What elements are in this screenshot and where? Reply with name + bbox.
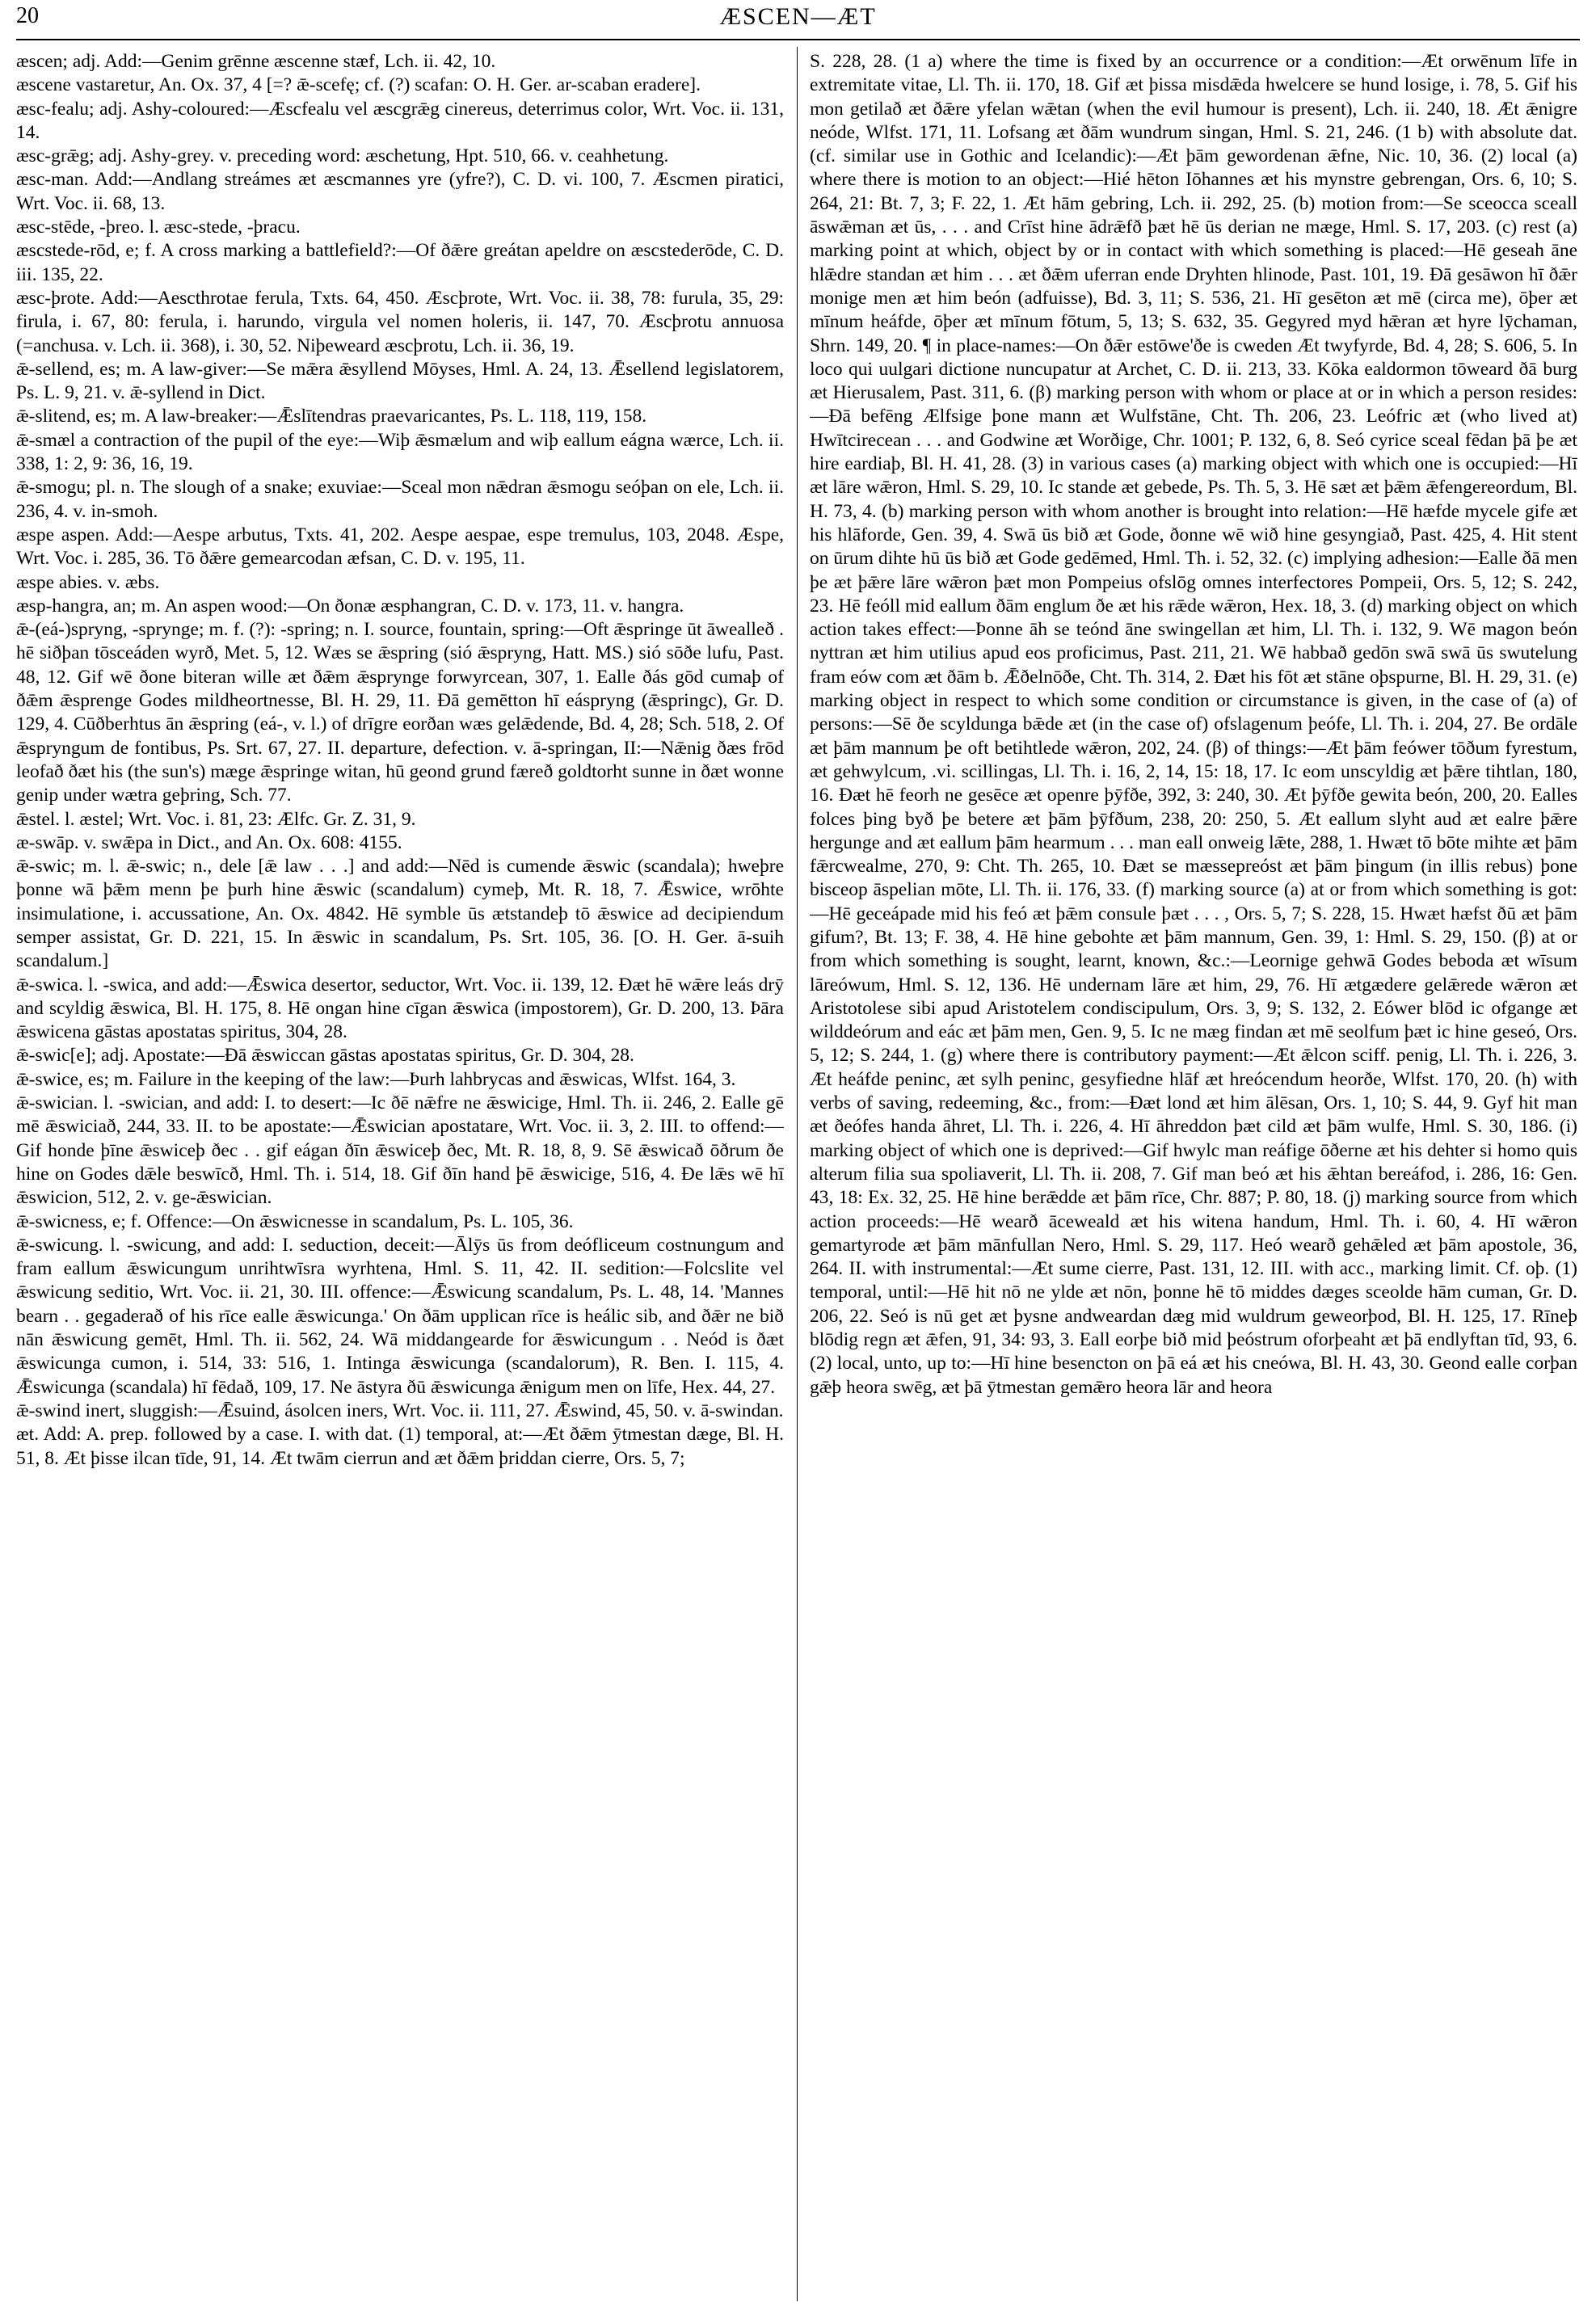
running-head: ÆSCEN—ÆT	[719, 3, 877, 30]
right-column	[810, 50, 1577, 2305]
dictionary-entry: ǣ-swind inert, sluggish:—Ǣsuind, ásolcen iners, Wrt. Voc. ii. 111, 27. Ǣswind, 45, 50. v. ā-swindan.	[16, 1400, 784, 1421]
dictionary-entry: ǣstel. l. æstel; Wrt. Voc. i. 81, 23: Ælfc. Gr. Z. 31, 9.	[16, 808, 416, 830]
dictionary-entry: æspe aspen. Add:—Aespe arbutus, Txts. 41, 202. Aespe aespae, espe tremulus, 103, 2048. Æspe, Wrt. Voc. i. 285, 36. Tō ðǣre gemearcodan æfsan, C. D. v. 195, 11.	[16, 524, 784, 570]
dictionary-page	[16, 0, 1580, 2311]
dictionary-entry: æsc-grǣg; adj. Ashy-grey. v. preceding word: æschetung, Hpt. 510, 66. v. ceahhetung.	[16, 145, 669, 167]
dictionary-entry: æscstede-rōd, e; f. A cross marking a battlefield?:—Of ðǣre greátan apeldre on æscstederōde, C. D. iii. 135, 22.	[16, 240, 784, 285]
dictionary-entry: æscene vastaretur, An. Ox. 37, 4 [=? ǣ-scefę; cf. (?) scafan: O. H. Ger. ar-scaban eradere].	[16, 74, 701, 96]
dictionary-entry: ǣ-swice, es; m. Failure in the keeping of the law:—Þurh lahbrycas and ǣswicas, Wlfst. 164, 3.	[16, 1068, 736, 1090]
dictionary-entry: ǣ-slitend, es; m. A law-breaker:—Ǣslītendras praevaricantes, Ps. L. 118, 119, 158.	[16, 406, 647, 427]
dictionary-entry: æsc-man. Add:—Andlang streámes æt æscmannes yre (yfre?), C. D. vi. 100, 7. Æscmen piratici, Wrt. Voc. ii. 68, 13.	[16, 169, 784, 214]
dictionary-entry: ǣ-sellend, es; m. A law-giver:—Se mǣra ǣsyllend Mōyses, Hml. A. 24, 13. Ǣsellend legislatorem, Ps. L. 9, 21. v. ǣ-syllend in Dict.	[16, 358, 784, 404]
column-divider	[797, 47, 798, 2301]
header-rule	[16, 39, 1580, 40]
left-column	[16, 50, 784, 2305]
dictionary-entry: æsc-fealu; adj. Ashy-coloured:—Æscfealu vel æscgrǣg cinereus, deterrimus color, Wrt. Voc. ii. 131, 14.	[16, 98, 784, 143]
page-header	[16, 0, 1580, 40]
dictionary-entry: ǣ-swic; m. l. ǣ-swic; n., dele [ǣ law . . .] and add:—Nēd is cumende ǣswic (scandala); hweþre þonne wā þǣm menn þe þurh hine ǣswic (scandalum) cymeþ, Mt. R. 18, 7. Ǣswice, wrōhte insimulatione, i. accussatione, An. Ox. 4842. Hē symble ūs ætstandeþ tō ǣswice ad decipiendum semper assistat, Gr. D. 221, 15. In ǣswic in scandalum, Ps. Srt. 105, 36. [O. H. Ger. ā-suih scandalum.]	[16, 856, 784, 972]
dictionary-entry: æsc-stēde, -þreo. l. æsc-stede, -þracu.	[16, 217, 301, 238]
dictionary-entry: ǣ-smogu; pl. n. The slough of a snake; exuviae:—Sceal mon nǣdran ǣsmogu seóþan on ele, Lch. ii. 236, 4. v. in-smoh.	[16, 477, 784, 522]
dictionary-entry: ǣ-swic[e]; adj. Apostate:—Ðā ǣswiccan gāstas apostatas spiritus, Gr. D. 304, 28.	[16, 1045, 634, 1067]
dictionary-entry: æsc-þrote. Add:—Aescthrotae ferula, Txts. 64, 450. Æscþrote, Wrt. Voc. ii. 38, 78: furula, 35, 29: firula, i. 67, 80: ferula, i. harundo, virgula vel nomen holeris, ii. 147, 70. Æscþrotu annuosa (=anchusa. v. Lch. ii. 368), i. 30, 52. Niþeweard æscþrotu, Lch. ii. 36, 19.	[16, 287, 784, 356]
dictionary-entry: ǣ-swica. l. -swica, and add:—Ǣswica desertor, seductor, Wrt. Voc. ii. 139, 12. Ðæt hē wǣre leás drȳ and scyldig ǣswica, Bl. H. 175, 8. Hē ongan hine cīgan ǣswica (impostorem), Gr. D. 200, 13. Þāra ǣswicena gāstas apostatas spiritus, 304, 28.	[16, 974, 784, 1043]
dictionary-entry: ǣ-swicung. l. -swicung, and add: I. seduction, deceit:—Ālȳs ūs from deófliceum costnungum and fram eallum ǣswicungum unrihtwīsra wyrhtena, Hml. S. 11, 42. II. sedition:—Folcslite vel ǣswicung seditio, Wrt. Voc. ii. 21, 30. III. offence:—Ǣswicung scandalum, Ps. L. 48, 14. 'Mannes bearn . . gegaderað of his rīce ealle ǣswicunga.' On ðām upplican rīce is heálic sib, and ðǣr ne bið nān ǣswicung gemēt, Hml. Th. ii. 562, 24. Wā middangearde for ǣswicungum . . Neód is ðæt ǣswicunga cumon, i. 514, 33: 516, 1. Intinga ǣswicunga (scandalorum), R. Ben. I. 115, 4. Ǣswicunga (scandala) hī fēdað, 109, 17. Ne āstyra ðū ǣswicunga ǣnigum men on līfe, Hex. 44, 27.	[16, 1234, 784, 1398]
dictionary-entry: æt. Add: A. prep. followed by a case. I. with dat. (1) temporal, at:—Æt ðǣm ȳtmestan dæge, Bl. H. 51, 8. Æt þisse ilcan tīde, 91, 14. Æt twām cierrun and æt ðǣm þriddan cierre, Ors. 5, 7;	[16, 1424, 784, 1469]
dictionary-entry: æsp-hangra, an; m. An aspen wood:—On ðonæ æsphangran, C. D. v. 173, 11. v. hangra.	[16, 595, 684, 617]
dictionary-entry: S. 228, 28. (1 a) where the time is fixed by an occurrence or a condition:—Æt orwēnum līfe in extremitate vitae, Ll. Th. ii. 170, 18. Gif æt þissa misdǣda hwelcere se hund losige, i. 78, 5. Gif his mon getilað æt ðǣre yfelan wǣtan (when the evil humour is present), Lch. ii. 240, 18. Æt ǣnigre neóde, Wlfst. 171, 11. Lofsang æt ðām wundrum singan, Hml. S. 21, 246. (1 b) with absolute dat. (cf. similar use in Gothic and Icelandic):—Æt þām gewordenan ǣfne, Nic. 10, 36. (2) local (a) where there is motion to an object:—Hié hēton Iōhannes æt his mynstre gebrengan, Ors. 6, 10; S. 264, 21: Bt. 7, 3; F. 22, 1. Æt hām gebring, Lch. ii. 292, 25. (b) motion from:—Se sceocca sceall āswǣman æt ūs, . . . and Crīst hine ādrǣfð þæt hē ūs derian ne mæge, Hml. S. 17, 203. (c) rest (a) marking point at which, object by or in contact with which something is placed:—Hē geseah āne hlǣdre standan æt him . . . æt ðǣm uferran ende Dryhten hlinode, Past. 101, 19. Ðā gesāwon hī ðǣr monige men æt him beón (adfuisse), Bd. 3, 11; S. 536, 21. Hī gesēton æt mē (circa me), ōþer æt mīnum heáfde, ōþer æt mīnum fōtum, 5, 13; S. 632, 35. Gegyred myd hǣran æt hyre lȳchaman, Shrn. 149, 20. ¶ in place-names:—On ðǣr estōwe'ðe is cweden Æt twyfyrde, Bd. 4, 28; S. 606, 5. In loco qui uulgari dictione nuncupatur at Archet, C. D. ii. 213, 33. Kōka ealdormon tōweard ðā burg æt Hierusalem, Past. 311, 6. (β) marking person with whom or place at or in which a person resides:—Ðā befēng Ælfsige þone mann æt Wulfstāne, Cht. Th. 206, 23. Leófric æt (who lived at) Hwītcirecean . . . and Godwine æt Worðige, Chr. 1001; P. 132, 6, 8. Seó cyrice sceal fēdan þā þe æt hire eardiaþ, Bl. H. 41, 28. (3) in various cases (a) marking object with which one is occupied:—Hī æt lāre wǣron, Hml. S. 29, 10. Ic stande æt gebede, Ps. Th. 5, 3. Hē sæt æt þǣm ǣfengereordum, Bl. H. 73, 4. (b) marking person with whom another is brought into relation:—Hē hæfde mycele gife æt his hlāforde, Gen. 39, 4. Swā ūs bið æt Gode, ðonne wē wið hine gesyngiað, Past. 425, 4. Hit stent on ūrum dihte hū ūs bið æt Gode gedēmed, Hml. Th. i. 52, 32. (c) implying adhesion:—Ealle ðā men þe æt þǣre lāre wǣron þæt mon Pompeius ofslōg omnes interfectores Pompeii, Ors. 5, 12; S. 242, 23. Hē feóll mid eallum ðām englum ðe æt his rǣde wǣron, Hex. 18, 3. (d) marking object on which action takes effect:—Þonne āh se teónd āne swingellan æt him, Ll. Th. i. 132, 9. Wē magon beón nyttran æt him utilius apud eos proficimus, Past. 211, 21. Wē habbað gedōn swā swā ūs swutelung fram eów com æt ðām b. Ǣðelnōðe, Cht. Th. 314, 2. Ðæt his fōt æt stāne oþspurne, Bl. H. 29, 31. (e) marking object in respect to which some condition or circumstance is given, in the case of (a) of persons:—Sē ðe scyldunga bǣde æt (in the case of) ofslagenum þeófe, Ll. Th. i. 204, 27. Be ordāle æt þām mannum þe oft betihtlede wǣron, 202, 24. (β) of things:—Æt þām feówer tōðum fyrestum, æt gehwylcum, .vi. scillingas, Ll. Th. i. 16, 2, 14, 15: 18, 17. Ic eom unscyldig æt þǣre tihtlan, 180, 16. Ðæt hē feorh ne gesēce æt openre þȳfðe, 392, 3: 240, 30. Æt þȳfðe gewita beón, 200, 20. Ealles folces þing byð þe betere æt þām þȳfðum, 238, 20: 250, 5. Æt eallum slyht aud æt ealre þǣre hergunge and æt eallum þām hearmum . . . man eall onweig lǣte, 288, 1. Hwæt tō bōte mihte æt þām fǣrcwealme, 270, 9: Cht. Th. 265, 10. Ðæt se mæssepreóst æt þām þingum (in illis rebus) þone bisceop āspelian mōte, Ll. Th. ii. 176, 33. (f) marking source (a) at or from which something is got:—Hē geceápade mid his feó æt þǣm consule þæt . . . , Ors. 5, 7; S. 228, 15. Hwæt hæfst ðū æt þām gifum?, Bt. 13; F. 38, 4. Hē hine gebohte æt þām mannum, Gen. 39, 1: Hml. S. 29, 150. (β) at or from which something is sought, learnt, known, &c.:—Leornige gehwā Godes beboda æt wīsum lāreówum, Hml. S. 12, 136. Hē undernam lāre æt him, 29, 76. Hī ætgædere gelǣrede wǣron æt Aristotolese sibi apud Aristotelem condiscipulum, Ors. 3, 9; S. 132, 2. Eówer blōd ic ofgange æt wilddeórum and eác æt þām men, Gen. 9, 5. Ic ne mæg findan æt mē seolfum þæt ic hine geseó, Ors. 5, 12; S. 244, 1. (g) where there is contributory payment:—Æt ǣlcon sciff. penig, Ll. Th. i. 226, 3. Æt heáfde peninc, æt sylh peninc, gesyfiedne hlāf æt hreócendum heorðe, Wlfst. 170, 20. (h) with verbs of saving, redeeming, &c., from:—Ðæt lond æt him ālēsan, Ors. 1, 10; S. 44, 9. Gyf hit man æt ðeófes handa āhret, Ll. Th. i. 226, 4. Hī āhreddon þæt cild æt þām wulfe, Hml. S. 30, 186. (i) marking object of which one is deprived:—Gif hwylc man reáfige ōðerne æt his dehter si homo quis alterum filia sua spoliaverit, Ll. Th. ii. 208, 7. Gif man beó æt his ǣhtan bereáfod, i. 286, 16: Gen. 43, 18: Ex. 32, 25. Hē hine berǣdde æt þām rīce, Chr. 887; P. 80, 18. (j) marking source from which action proceeds:—Hē wearð āceweald æt his witena handum, Hml. Th. i. 60, 4. Hī wǣron gemartyrode æt þām mānfullan Nero, Hml. S. 29, 117. Heó wearð gehǣled æt þām apostole, 36, 264. II. with instrumental:—Æt sume cierre, Past. 131, 12. III. with acc., marking limit. Cf. oþ. (1) temporal, until:—Hē hit nō ne ylde æt nōn, þonne hē tō middes dæges sceolde hām cuman, Gr. D. 206, 22. Seó is nū get æt þysne andweardan dæg mid wuldrum geweorþod, Bl. H. 125, 17. Rīneþ blōdig regn æt ǣfen, 91, 34: 93, 3. Eall eorþe bið mid þeóstrum oforþeaht æt þā endlyftan tīd, 93, 6. (2) local, unto, up to:—Hī hine besencton on þā eá æt his cneówa, Bl. H. 43, 30. Geond ealle corþan gǣþ heora swēg, æt þā ȳtmestan gemǣro heora lār and heora	[810, 51, 1577, 1398]
dictionary-entry: æ-swāp. v. swǣpa in Dict., and An. Ox. 608: 4155.	[16, 831, 402, 853]
dictionary-entry: ǣ-smæl a contraction of the pupil of the eye:—Wiþ ǣsmælum and wiþ eallum eágna wærce, Lch. ii. 338, 1: 2, 9: 36, 16, 19.	[16, 429, 784, 475]
dictionary-entry: æscen; adj. Add:—Genim grēnne æscenne stæf, Lch. ii. 42, 10.	[16, 51, 496, 72]
page-number: 20	[16, 3, 39, 28]
dictionary-entry: ǣ-(eá-)spryng, -sprynge; m. f. (?): -spring; n. I. source, fountain, spring:—Oft ǣspringe ūt āwealleð . hē siðþan tōsceáden wyrð, Met. 5, 12. Wæs se ǣspring (sió ǣspryng, Hatt. MS.) sió sōðe lufu, Past. 48, 12. Gif wē ðone biteran wille æt ðǣm ǣsprynge forwyrcean, 307, 1. Ealle ðás gōd cumaþ of ðǣm ǣsprenge Godes mildheortnesse, Bl. H. 29, 11. Ðā gemētton hī eáspryng (ǣspringc), Gr. D. 129, 4. Cūðberhtus ān ǣspring (eá-, v. l.) of drīgre eorðan wæs gelǣdende, Bd. 4, 28; Sch. 518, 2. Of ǣspryngum de fontibus, Ps. Srt. 67, 27. II. departure, defection. v. ā-springan, II:—Nǣnig ðæs frōd leofað ðæt his (the sun's) mæge ǣspringe witan, hū geond grund færeð goldtorht sunne in ðæt wonne genip under wætra geþring, Sch. 77.	[16, 619, 784, 806]
dictionary-entry: ǣ-swicness, e; f. Offence:—On ǣswicnesse in scandalum, Ps. L. 105, 36.	[16, 1210, 574, 1232]
dictionary-entry: ǣ-swician. l. -swician, and add: I. to desert:—Ic ðē nǣfre ne ǣswicige, Hml. Th. ii. 246, 2. Ealle gē mē ǣswiciað, 244, 33. II. to be apostate:—Ǣswician apostatare, Wrt. Voc. ii. 3, 2. III. to offend:—Gif honde þīne ǣswiceþ ðec . . gif eágan ðīn ǣswiceþ ðec, Mt. R. 18, 8, 9. Sē ǣswicað ōðrum ðe hine on Godes dǣle beswīcð, Hml. Th. i. 514, 18. Gif ðīn hand þē ǣswicige, 516, 4. Ðe lǣs wē hī ǣswicion, 512, 2. v. ge-ǣswician.	[16, 1092, 784, 1209]
dictionary-entry: æspe abies. v. æbs.	[16, 571, 160, 593]
